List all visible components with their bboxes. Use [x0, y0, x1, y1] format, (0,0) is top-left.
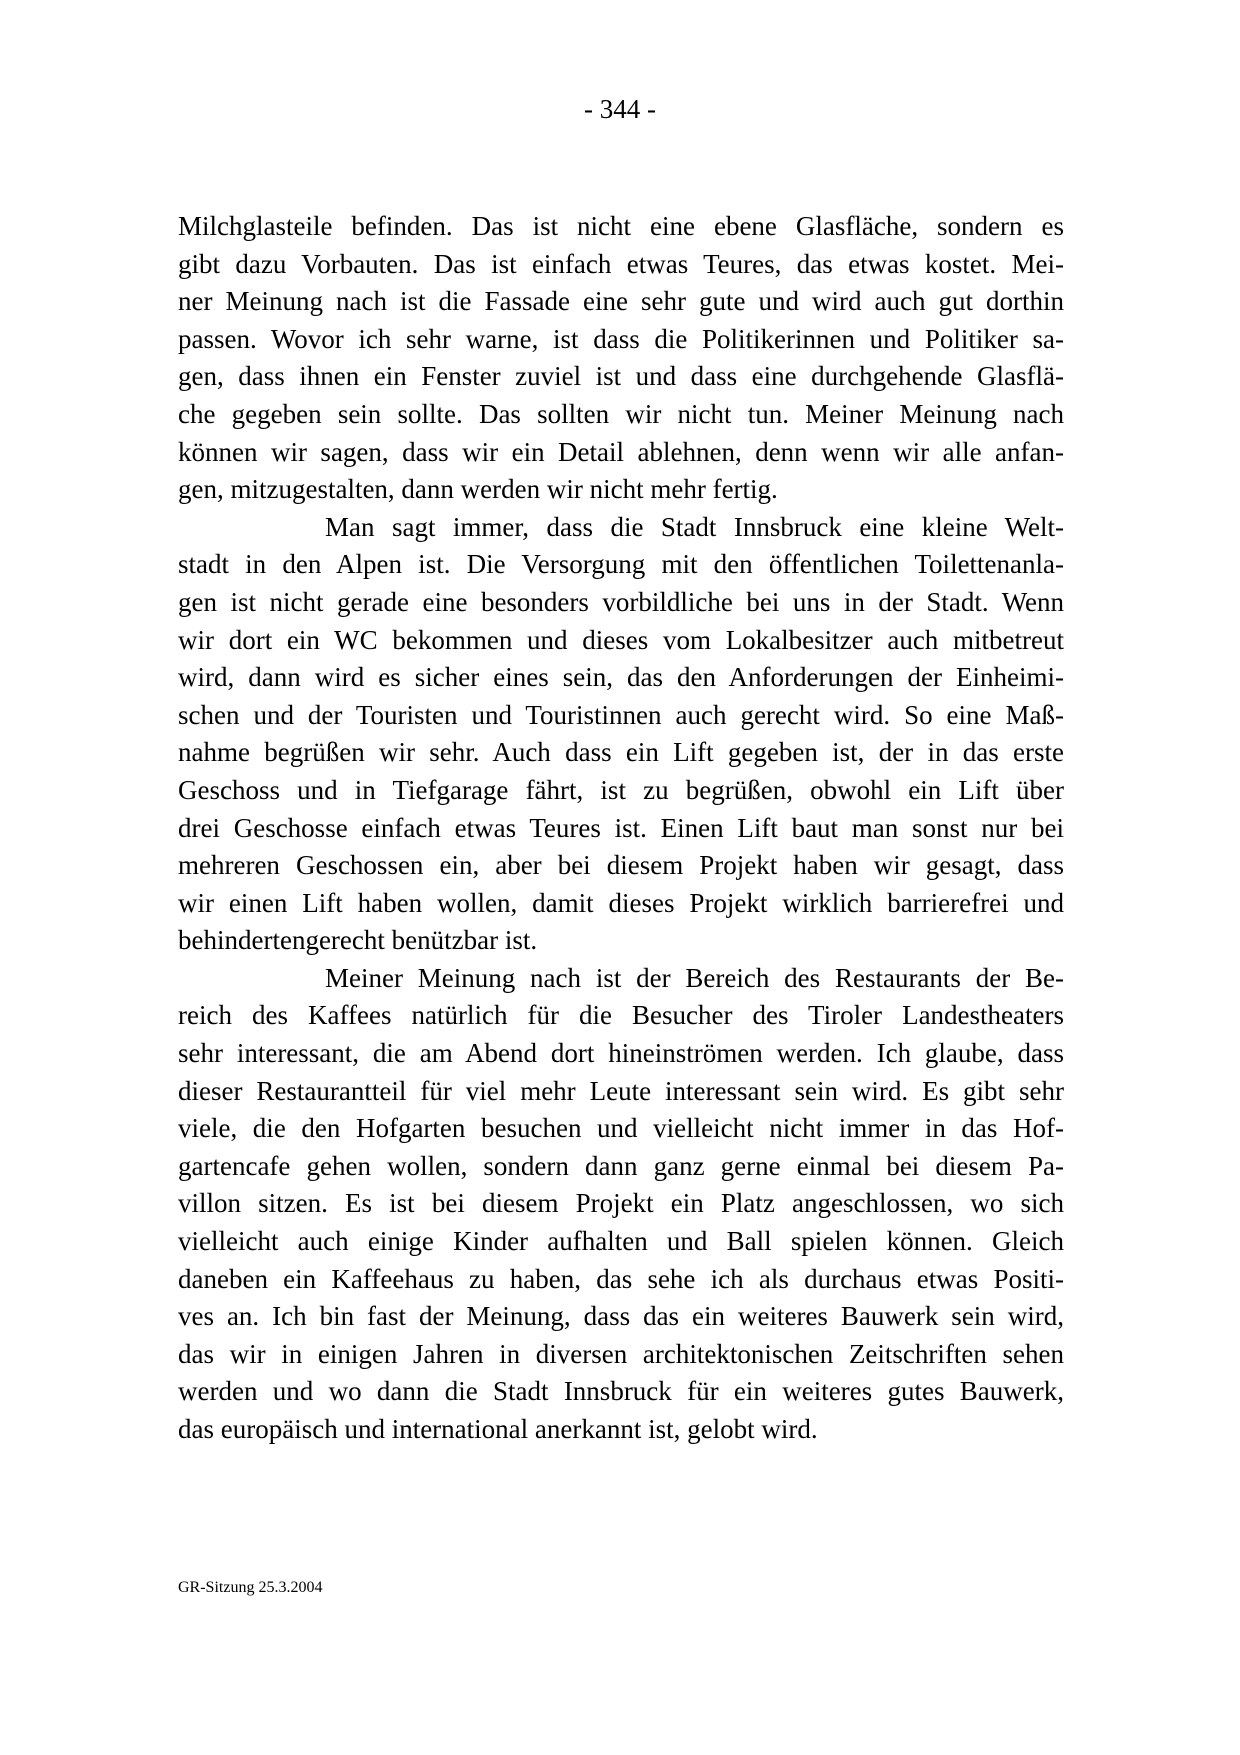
text-line: mehreren Geschossen ein, aber bei diesem Projekt haben wir gesagt, dass	[178, 850, 1064, 881]
text-line: werden und wo dann die Stadt Innsbruck für ein weiteres gutes Bauwerk,	[178, 1376, 1064, 1407]
text-line: vielleicht auch einige Kinder aufhalten und Ball spielen können. Gleich	[178, 1226, 1064, 1257]
text-line: ves an. Ich bin fast der Meinung, dass das ein weiteres Bauwerk sein wird,	[178, 1301, 1064, 1332]
page-number: - 344 -	[584, 94, 656, 124]
text-line: schen und der Touristen und Touristinnen auch gerecht wird. So eine Maß-	[178, 699, 1064, 730]
text-line: drei Geschosse einfach etwas Teures ist. Einen Lift baut man sonst nur bei	[178, 812, 1064, 843]
text-line: ner Meinung nach ist die Fassade eine sehr gute und wird auch gut dorthin	[178, 286, 1064, 317]
text-line: dieser Restaurantteil für viel mehr Leute interessant sein wird. Es gibt sehr	[178, 1075, 1064, 1106]
text-line: behindertengerecht benützbar ist.	[178, 925, 538, 956]
text-line: che gegeben sein sollte. Das sollten wir nicht tun. Meiner Meinung nach	[178, 398, 1064, 429]
text-line: Meiner Meinung nach ist der Bereich des Restaurants der Be-	[325, 962, 1064, 993]
text-line: gartencafe gehen wollen, sondern dann ganz gerne einmal bei diesem Pa-	[178, 1150, 1064, 1181]
text-line: wir einen Lift haben wollen, damit dieses Projekt wirklich barrierefrei und	[178, 887, 1064, 918]
text-line: sehr interessant, die am Abend dort hineinströmen werden. Ich glaube, dass	[178, 1038, 1064, 1069]
text-line: das europäisch und international anerkannt ist, gelobt wird.	[178, 1414, 818, 1444]
text-line: reich des Kaffees natürlich für die Besucher des Tiroler Landestheaters	[178, 1000, 1064, 1031]
text-line: das wir in einigen Jahren in diversen architektonischen Zeitschriften sehen	[178, 1338, 1064, 1369]
text-line: gen, mitzugestalten, dann werden wir nicht mehr fertig.	[178, 474, 778, 505]
text-line: gen ist nicht gerade eine besonders vorbildliche bei uns in der Stadt. Wenn	[178, 586, 1064, 617]
text-line: stadt in den Alpen ist. Die Versorgung mit den öffentlichen Toilettenanla-	[178, 549, 1064, 580]
footer-session-date: GR-Sitzung 25.3.2004	[178, 1579, 323, 1596]
text-line: viele, die den Hofgarten besuchen und vielleicht nicht immer in das Hof-	[178, 1113, 1064, 1144]
text-line: können wir sagen, dass wir ein Detail ablehnen, denn wenn wir alle anfan-	[178, 436, 1064, 467]
text-line: Milchglasteile befinden. Das ist nicht eine ebene Glasfläche, sondern es	[178, 211, 1064, 241]
text-line: nahme begrüßen wir sehr. Auch dass ein Lift gegeben ist, der in das erste	[178, 737, 1064, 768]
text-line: wird, dann wird es sicher eines sein, das den Anforderungen der Einheimi-	[178, 662, 1064, 693]
text-line: Geschoss und in Tiefgarage fährt, ist zu begrüßen, obwohl ein Lift über	[178, 774, 1064, 805]
text-line: daneben ein Kaffeehaus zu haben, das sehe ich als durchaus etwas Positi-	[178, 1263, 1064, 1294]
text-line: Man sagt immer, dass die Stadt Innsbruck eine kleine Welt-	[325, 511, 1064, 542]
text-line: passen. Wovor ich sehr warne, ist dass die Politikerinnen und Politiker sa-	[178, 323, 1064, 354]
text-line: villon sitzen. Es ist bei diesem Projekt ein Platz angeschlossen, wo sich	[178, 1188, 1064, 1219]
text-line: gen, dass ihnen ein Fenster zuviel ist und dass eine durchgehende Glasflä-	[178, 361, 1064, 392]
text-line: wir dort ein WC bekommen und dieses vom Lokalbesitzer auch mitbetreut	[178, 624, 1064, 655]
body-text	[178, 208, 1064, 1449]
text-line: gibt dazu Vorbauten. Das ist einfach etwas Teures, das etwas kostet. Mei-	[178, 248, 1064, 279]
